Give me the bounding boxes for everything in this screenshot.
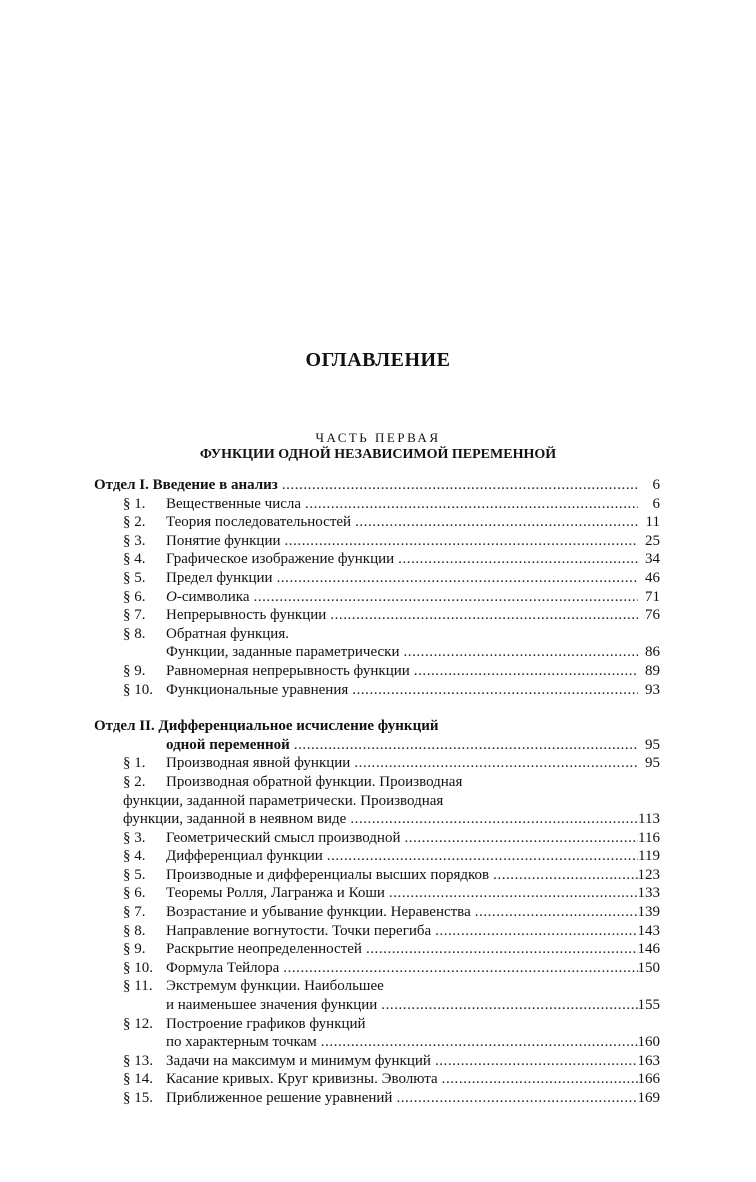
leader-dots bbox=[431, 1052, 638, 1071]
leader-dots bbox=[273, 569, 638, 588]
page-number: 34 bbox=[645, 551, 660, 568]
leader-dots bbox=[471, 903, 638, 922]
leader-dots bbox=[438, 1070, 638, 1089]
toc-dept-2[interactable] bbox=[94, 717, 660, 736]
toc-entry[interactable] bbox=[94, 754, 660, 773]
section-number: § 5. bbox=[123, 569, 146, 586]
entry-title: Касание кривых. Круг кривизны. Эволюта bbox=[166, 1071, 438, 1088]
toc-entry[interactable] bbox=[94, 550, 660, 569]
page-title: ОГЛАВЛЕНИЕ bbox=[305, 349, 451, 371]
leader-dots bbox=[350, 754, 638, 773]
toc-entry-continued[interactable] bbox=[94, 792, 660, 811]
section-number: § 5. bbox=[123, 866, 146, 883]
section-number: § 6. bbox=[123, 588, 146, 605]
entry-title: Раскрытие неопределенностей bbox=[166, 941, 362, 958]
toc-entry-continued[interactable] bbox=[94, 1033, 660, 1052]
leader-dots bbox=[279, 959, 637, 978]
entry-title: и наименьшее значения функции bbox=[166, 997, 378, 1014]
toc-entry[interactable] bbox=[94, 922, 660, 941]
entry-title: Производная явной функции bbox=[166, 755, 351, 772]
toc-entry[interactable] bbox=[94, 662, 660, 681]
entry-title: Вещественные числа bbox=[166, 495, 302, 512]
section-number: § 6. bbox=[123, 885, 146, 902]
toc-entry[interactable] bbox=[94, 884, 660, 903]
toc-entry[interactable] bbox=[94, 959, 660, 978]
toc-entry[interactable] bbox=[94, 681, 660, 700]
entry-title: Направление вогнутости. Точки перегиба bbox=[166, 922, 432, 939]
entry-title: по характерным точкам bbox=[166, 1034, 317, 1051]
section-number: § 10. bbox=[123, 681, 153, 698]
entry-title: Функции, заданные параметрически bbox=[166, 644, 400, 661]
page-number: 93 bbox=[645, 681, 660, 698]
toc-entry[interactable] bbox=[94, 606, 660, 625]
section-number: § 9. bbox=[123, 662, 146, 679]
leader-dots bbox=[250, 588, 638, 607]
part-title: ФУНКЦИИ ОДНОЙ НЕЗАВИСИМОЙ ПЕРЕМЕННОЙ bbox=[199, 447, 557, 462]
page-number: 116 bbox=[638, 829, 660, 846]
page-number: 25 bbox=[645, 532, 660, 549]
entry-title: Обратная функция. bbox=[166, 625, 289, 642]
toc-entry[interactable] bbox=[94, 1070, 660, 1089]
leader-dots bbox=[392, 1089, 637, 1108]
page-number: 76 bbox=[645, 607, 660, 624]
leader-dots bbox=[410, 662, 638, 681]
section-number: § 2. bbox=[123, 514, 146, 531]
toc-entry[interactable] bbox=[94, 1015, 660, 1034]
entry-title: функции, заданной в неявном виде bbox=[123, 811, 347, 828]
toc-entry-continued[interactable] bbox=[94, 810, 660, 829]
toc-entry[interactable] bbox=[94, 513, 660, 532]
entry-title: Задачи на максимум и минимум функций bbox=[166, 1052, 431, 1069]
section-number: § 12. bbox=[123, 1015, 153, 1032]
page-number: 86 bbox=[645, 644, 660, 661]
page-number: 6 bbox=[652, 477, 660, 493]
leader-dots bbox=[362, 940, 638, 959]
toc-entry[interactable] bbox=[94, 532, 660, 551]
leader-dots bbox=[326, 606, 638, 625]
entry-title: Возрастание и убывание функции. Неравенства bbox=[166, 904, 471, 921]
page-number: 113 bbox=[638, 811, 660, 828]
leader-dots bbox=[278, 476, 638, 495]
page-number: 123 bbox=[637, 866, 660, 883]
leader-dots bbox=[323, 847, 638, 866]
section-number: § 10. bbox=[123, 959, 153, 976]
page-number: 166 bbox=[637, 1071, 660, 1088]
page-number: 133 bbox=[637, 885, 660, 902]
entry-title: Формула Тейлора bbox=[166, 959, 280, 976]
page-number: 163 bbox=[637, 1052, 660, 1069]
entry-title: Графическое изображение функции bbox=[166, 551, 395, 568]
toc-dept-1[interactable] bbox=[94, 476, 660, 495]
section-number: § 7. bbox=[123, 904, 146, 921]
leader-dots bbox=[385, 884, 638, 903]
page-number: 155 bbox=[637, 997, 660, 1014]
entry-title: Равномерная непрерывность функции bbox=[166, 662, 410, 679]
table-of-contents bbox=[94, 476, 660, 1108]
toc-entry[interactable] bbox=[94, 588, 660, 607]
section-number: § 13. bbox=[123, 1052, 153, 1069]
page-number: 89 bbox=[645, 662, 660, 679]
leader-dots bbox=[281, 532, 639, 551]
section-number: § 8. bbox=[123, 625, 146, 642]
dept-title: одной переменной bbox=[166, 736, 290, 753]
leader-dots bbox=[290, 736, 638, 755]
leader-dots bbox=[317, 1033, 638, 1052]
entry-title: Понятие функции bbox=[166, 532, 281, 549]
toc-entry[interactable] bbox=[94, 940, 660, 959]
entry-title: Экстремум функции. Наибольшее bbox=[166, 978, 384, 995]
section-number: § 11. bbox=[123, 978, 153, 995]
section-number: § 9. bbox=[123, 941, 146, 958]
leader-dots bbox=[377, 996, 637, 1015]
entry-title: Приближенное решение уравнений bbox=[166, 1090, 393, 1106]
toc-entry-continued[interactable] bbox=[94, 996, 660, 1015]
toc-entry[interactable] bbox=[94, 625, 660, 644]
leader-dots bbox=[348, 681, 638, 700]
section-number: § 8. bbox=[123, 922, 146, 939]
section-number: § 2. bbox=[123, 773, 146, 790]
leader-dots bbox=[400, 829, 638, 848]
section-number: § 1. bbox=[123, 495, 146, 512]
leader-dots bbox=[301, 495, 638, 514]
toc-entry[interactable] bbox=[94, 866, 660, 885]
entry-title-rest: -символика bbox=[176, 588, 250, 605]
section-number: § 3. bbox=[123, 829, 146, 846]
page-number: 71 bbox=[645, 588, 660, 605]
toc-entry[interactable] bbox=[94, 1052, 660, 1071]
page-number: 150 bbox=[637, 959, 660, 976]
section-number: § 1. bbox=[123, 755, 146, 772]
leader-dots bbox=[489, 866, 637, 885]
toc-entry-continued[interactable] bbox=[94, 643, 660, 662]
entry-title: Предел функции bbox=[166, 569, 273, 586]
entry-title: Функциональные уравнения bbox=[166, 681, 349, 698]
section-number: § 14. bbox=[123, 1071, 153, 1088]
entry-title: Дифференциал функции bbox=[166, 848, 323, 865]
entry-title: Теоремы Ролля, Лагранжа и Коши bbox=[166, 885, 385, 902]
page-number: 146 bbox=[637, 941, 660, 958]
page-number: 46 bbox=[645, 569, 660, 586]
page-number: 95 bbox=[645, 736, 660, 753]
page-number: 119 bbox=[638, 848, 660, 865]
leader-dots bbox=[431, 922, 637, 941]
entry-title: Построение графиков функций bbox=[166, 1015, 366, 1032]
page-number: 169 bbox=[637, 1090, 660, 1106]
entry-title: Производная обратной функции. Производная bbox=[166, 773, 463, 790]
page-number: 160 bbox=[637, 1034, 660, 1051]
section-number: § 4. bbox=[123, 551, 146, 568]
toc-entry[interactable] bbox=[94, 903, 660, 922]
part-label: ЧАСТЬ ПЕРВАЯ bbox=[315, 430, 441, 445]
toc-dept-2-continued[interactable] bbox=[94, 736, 660, 755]
leader-dots bbox=[394, 550, 638, 569]
leader-dots bbox=[399, 643, 638, 662]
section-number: § 7. bbox=[123, 607, 146, 624]
entry-title: функции, заданной параметрически. Производная bbox=[123, 792, 444, 809]
section-number: § 3. bbox=[123, 532, 146, 549]
page-number: 11 bbox=[645, 514, 660, 531]
entry-title: Производные и дифференциалы высших порядков bbox=[166, 866, 490, 883]
entry-title bbox=[166, 588, 250, 607]
entry-title: Геометрический смысл производной bbox=[166, 829, 401, 846]
section-number: § 4. bbox=[123, 848, 146, 865]
page-number: 95 bbox=[645, 755, 660, 772]
dept-title: Отдел I. Введение в анализ bbox=[94, 477, 278, 493]
toc-entry[interactable] bbox=[94, 847, 660, 866]
toc-entry[interactable] bbox=[94, 569, 660, 588]
entry-title: Теория последовательностей bbox=[166, 514, 352, 531]
leader-dots bbox=[351, 513, 638, 532]
toc-entry[interactable] bbox=[94, 773, 660, 792]
entry-title-italic: O bbox=[166, 588, 177, 605]
page-number: 139 bbox=[637, 904, 660, 921]
toc-entry[interactable] bbox=[94, 495, 660, 514]
dept-title: Отдел II. Дифференциальное исчисление функций bbox=[94, 718, 439, 735]
section-number: § 15. bbox=[123, 1090, 153, 1106]
page-number: 6 bbox=[652, 495, 660, 512]
entry-title: Непрерывность функции bbox=[166, 607, 327, 624]
toc-entry[interactable] bbox=[94, 829, 660, 848]
toc-entry[interactable] bbox=[94, 977, 660, 996]
toc-entry[interactable] bbox=[94, 1089, 660, 1108]
leader-dots bbox=[346, 810, 638, 829]
page-number: 143 bbox=[637, 922, 660, 939]
